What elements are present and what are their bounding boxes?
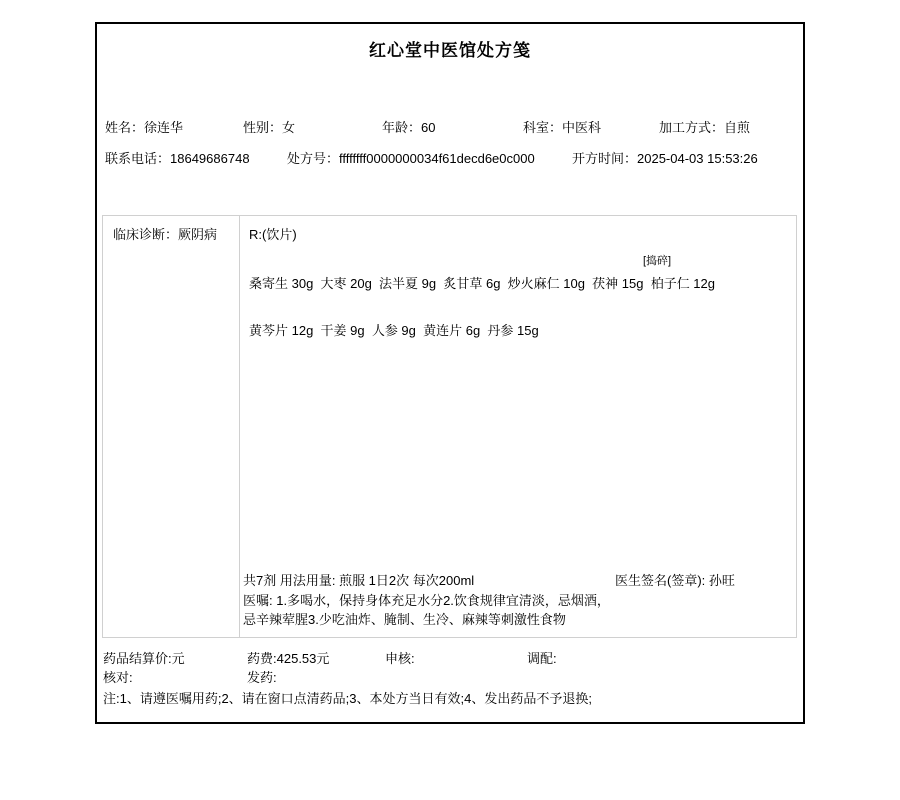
doctor-signature-label: 医生签名(签章): — [615, 573, 709, 588]
gender-value: 女 — [282, 120, 296, 135]
processing-value: 自煎 — [724, 120, 751, 135]
settle-price-field — [103, 651, 185, 666]
diagnosis-cell — [103, 216, 240, 637]
crush-annotation: [捣碎] — [643, 255, 672, 267]
herb-line-2: 黄芩片 12g 干姜 9g 人参 9g 黄连片 6g 丹参 15g — [249, 323, 539, 338]
issue-time-field — [572, 151, 758, 166]
age-value: 60 — [421, 120, 436, 135]
processing-label: 加工方式： — [659, 120, 725, 135]
gender-field — [243, 120, 295, 135]
medical-advice-line-1: 医嘱: 1.多喝水，保持身体充足水分2.饮食规律宜清淡，忌烟酒， — [243, 593, 610, 608]
issue-drug-field: 发药: — [247, 670, 277, 685]
department-value: 中医科 — [562, 120, 602, 135]
rx-number-field — [287, 151, 535, 166]
rx-header: R:(饮片) — [249, 227, 297, 242]
medical-advice-line-2: 忌辛辣荤腥3.少吃油炸、腌制、生冷、麻辣等刺激性食物 — [243, 612, 566, 627]
issue-time-value: 2025-04-03 15:53:26 — [637, 151, 758, 166]
age-field — [382, 120, 435, 135]
check-field: 核对: — [103, 670, 133, 685]
page-title: 红心堂中医馆处方笺 — [369, 41, 531, 60]
phone-label: 联系电话： — [105, 151, 171, 166]
herb-line-1: 桑寄生 30g 大枣 20g 法半夏 9g 炙甘草 6g 炒火麻仁 10g 茯神 15g 柏子仁 12g — [249, 276, 715, 291]
settle-price-label: 药品结算价: — [103, 651, 172, 666]
diagnosis-value: 厥阴病 — [178, 227, 218, 242]
phone-field — [105, 151, 250, 166]
fee-field — [247, 651, 329, 666]
doctor-signature-value: 孙旺 — [708, 573, 735, 588]
fee-value: 425.53元 — [276, 651, 330, 666]
footer-note: 注:1、请遵医嘱用药;2、请在窗口点清药品;3、本处方当日有效;4、发出药品不予退换; — [103, 691, 592, 706]
department-field — [523, 120, 601, 135]
doctor-signature-field — [615, 573, 735, 588]
gender-label: 性别： — [243, 120, 283, 135]
dispense-field: 调配: — [527, 651, 557, 666]
diagnosis-field — [113, 227, 217, 242]
prescription-table — [102, 215, 797, 638]
rx-number-value: ffffffff0000000034f61decd6e0c000 — [339, 151, 535, 166]
processing-method-field — [659, 120, 750, 135]
fee-label: 药费: — [247, 651, 277, 666]
prescription-sheet — [95, 22, 805, 724]
issue-time-label: 开方时间： — [572, 151, 638, 166]
patient-name-value: 徐连华 — [144, 120, 184, 135]
phone-value: 18649686748 — [170, 151, 250, 166]
rx-number-label: 处方号： — [287, 151, 340, 166]
patient-name-field — [105, 120, 183, 135]
settle-price-value: 元 — [171, 651, 185, 666]
department-label: 科室： — [523, 120, 563, 135]
dosage-summary: 共7剂 用法用量: 煎服 1日2次 每次200ml — [243, 573, 475, 588]
age-label: 年龄： — [382, 120, 422, 135]
diagnosis-label: 临床诊断： — [113, 227, 179, 242]
patient-name-label: 姓名： — [105, 120, 145, 135]
review-field: 申核: — [385, 651, 415, 666]
